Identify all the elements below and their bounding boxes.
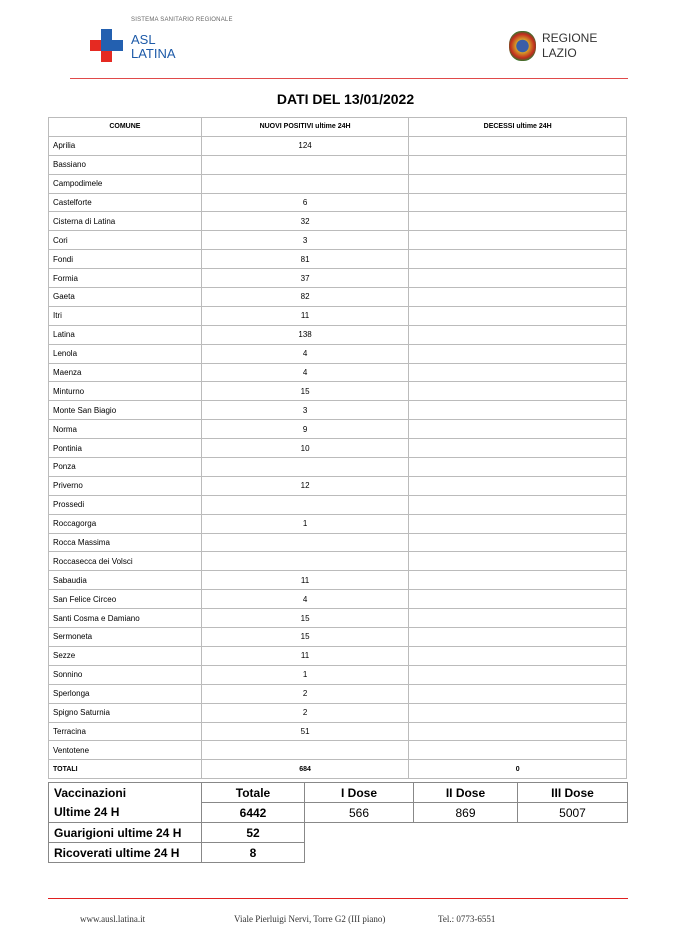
page-title: DATI DEL 13/01/2022 (276, 91, 415, 107)
ricoverati-value: 8 (202, 843, 305, 863)
table-row (49, 288, 627, 307)
positivi-cell: 1 (201, 514, 409, 533)
totals-row (49, 760, 627, 779)
decessi-cell (409, 136, 627, 155)
comune-cell: Sperlonga (49, 684, 202, 703)
comune-cell: San Felice Circeo (49, 590, 202, 609)
comune-cell: Maenza (49, 363, 202, 382)
decessi-cell (409, 344, 627, 363)
column-header: NUOVI POSITIVI ultime 24H (201, 118, 409, 137)
table-row (49, 325, 627, 344)
comune-cell: Cisterna di Latina (49, 212, 202, 231)
footer-address: Viale Pierluigi Nervi, Torre G2 (III piano) (234, 914, 386, 924)
comune-cell: Campodimele (49, 174, 202, 193)
ricoverati-label: Ricoverati ultime 24 H (49, 843, 202, 863)
iii-dose-value: 5007 (518, 803, 628, 823)
positivi-cell: 11 (201, 646, 409, 665)
positivi-cell: 11 (201, 571, 409, 590)
table-row (49, 439, 627, 458)
decessi-cell (409, 269, 627, 288)
decessi-cell (409, 609, 627, 628)
comuni-table (48, 117, 627, 779)
decessi-cell (409, 174, 627, 193)
column-header: DECESSI ultime 24H (409, 118, 627, 137)
table-row (49, 552, 627, 571)
comune-cell: Bassiano (49, 155, 202, 174)
positivi-cell: 15 (201, 382, 409, 401)
table-row (49, 458, 627, 477)
table-row (49, 590, 627, 609)
comune-cell: Ponza (49, 458, 202, 477)
comune-cell: Rocca Massima (49, 533, 202, 552)
positivi-cell (201, 495, 409, 514)
footer-tel: Tel.: 0773-6551 (438, 914, 496, 924)
comune-cell: Pontinia (49, 439, 202, 458)
comune-cell: Latina (49, 325, 202, 344)
guarigioni-value: 52 (202, 823, 305, 843)
table-row (49, 476, 627, 495)
decessi-cell (409, 476, 627, 495)
decessi-cell (409, 325, 627, 344)
positivi-cell: 6 (201, 193, 409, 212)
decessi-cell (409, 628, 627, 647)
header-totale: Totale (202, 783, 305, 803)
decessi-cell (409, 382, 627, 401)
table-row (49, 363, 627, 382)
positivi-cell: 10 (201, 439, 409, 458)
table-row (49, 420, 627, 439)
table-row (49, 628, 627, 647)
positivi-cell: 37 (201, 269, 409, 288)
table-row (49, 533, 627, 552)
table-row (49, 212, 627, 231)
comune-cell: Roccagorga (49, 514, 202, 533)
table-row (49, 344, 627, 363)
positivi-cell (201, 155, 409, 174)
comune-cell: Terracina (49, 722, 202, 741)
comune-cell: Castelforte (49, 193, 202, 212)
asl-logo-text: ASL LATINA (131, 32, 176, 61)
totals-cell: 684 (201, 760, 409, 779)
totals-cell: 0 (409, 760, 627, 779)
table-row (49, 646, 627, 665)
table-row (49, 722, 627, 741)
comune-cell: Fondi (49, 250, 202, 269)
table-row (49, 193, 627, 212)
decessi-cell (409, 288, 627, 307)
vax-label2: Ultime 24 H (49, 803, 202, 823)
table-row (49, 231, 627, 250)
positivi-cell: 3 (201, 401, 409, 420)
i-dose-value: 566 (305, 803, 414, 823)
decessi-cell (409, 420, 627, 439)
column-header: COMUNE (49, 118, 202, 137)
comune-cell: Roccasecca dei Volsci (49, 552, 202, 571)
decessi-cell (409, 458, 627, 477)
comune-cell: Cori (49, 231, 202, 250)
vaccinazioni-table (48, 782, 628, 863)
positivi-cell: 4 (201, 590, 409, 609)
positivi-cell: 15 (201, 628, 409, 647)
positivi-cell: 4 (201, 363, 409, 382)
positivi-cell: 3 (201, 231, 409, 250)
header-iii-dose: III Dose (518, 783, 628, 803)
decessi-cell (409, 212, 627, 231)
decessi-cell (409, 193, 627, 212)
comune-cell: Spigno Saturnia (49, 703, 202, 722)
table-row (49, 741, 627, 760)
positivi-cell: 11 (201, 306, 409, 325)
header-divider (70, 78, 628, 79)
header-i-dose: I Dose (305, 783, 414, 803)
positivi-cell: 2 (201, 703, 409, 722)
positivi-cell: 32 (201, 212, 409, 231)
header-ii-dose: II Dose (414, 783, 518, 803)
table-row (49, 269, 627, 288)
table-row (49, 155, 627, 174)
decessi-cell (409, 514, 627, 533)
decessi-cell (409, 363, 627, 382)
positivi-cell: 1 (201, 665, 409, 684)
ii-dose-value: 869 (414, 803, 518, 823)
regione-logo-text: REGIONE LAZIO (542, 31, 598, 60)
table-row (49, 514, 627, 533)
decessi-cell (409, 306, 627, 325)
table-row (49, 495, 627, 514)
table-row (49, 609, 627, 628)
table-row (49, 306, 627, 325)
footer-website[interactable]: www.ausl.latina.it (80, 914, 146, 924)
comune-cell: Sabaudia (49, 571, 202, 590)
footer-divider (48, 898, 628, 899)
comune-cell: Priverno (49, 476, 202, 495)
comune-cell: Lenola (49, 344, 202, 363)
decessi-cell (409, 401, 627, 420)
decessi-cell (409, 590, 627, 609)
decessi-cell (409, 665, 627, 684)
decessi-cell (409, 646, 627, 665)
table-row (49, 571, 627, 590)
decessi-cell (409, 495, 627, 514)
decessi-cell (409, 571, 627, 590)
decessi-cell (409, 155, 627, 174)
decessi-cell (409, 439, 627, 458)
comune-cell: Sermoneta (49, 628, 202, 647)
decessi-cell (409, 250, 627, 269)
positivi-cell: 81 (201, 250, 409, 269)
decessi-cell (409, 552, 627, 571)
positivi-cell: 2 (201, 684, 409, 703)
positivi-cell: 15 (201, 609, 409, 628)
comune-cell: Itri (49, 306, 202, 325)
comune-cell: Monte San Biagio (49, 401, 202, 420)
decessi-cell (409, 703, 627, 722)
guarigioni-label: Guarigioni ultime 24 H (49, 823, 202, 843)
positivi-cell (201, 552, 409, 571)
decessi-cell (409, 722, 627, 741)
comune-cell: Sonnino (49, 665, 202, 684)
decessi-cell (409, 741, 627, 760)
comune-cell: Santi Cosma e Damiano (49, 609, 202, 628)
table-row (49, 401, 627, 420)
positivi-cell (201, 458, 409, 477)
table-row (49, 665, 627, 684)
regione-emblem-icon (509, 31, 536, 61)
table-row (49, 250, 627, 269)
asl-logo-red2 (101, 51, 112, 62)
decessi-cell (409, 533, 627, 552)
asl-logo-red (90, 40, 101, 51)
table-row (49, 136, 627, 155)
comune-cell: Norma (49, 420, 202, 439)
totals-cell: TOTALI (49, 760, 202, 779)
table-row (49, 174, 627, 193)
positivi-cell: 12 (201, 476, 409, 495)
positivi-cell (201, 741, 409, 760)
positivi-cell: 51 (201, 722, 409, 741)
table-row (49, 382, 627, 401)
positivi-cell: 9 (201, 420, 409, 439)
positivi-cell (201, 533, 409, 552)
table-row (49, 684, 627, 703)
positivi-cell: 82 (201, 288, 409, 307)
comune-cell: Minturno (49, 382, 202, 401)
positivi-cell (201, 174, 409, 193)
comune-cell: Aprilia (49, 136, 202, 155)
comune-cell: Gaeta (49, 288, 202, 307)
comune-cell: Formia (49, 269, 202, 288)
positivi-cell: 138 (201, 325, 409, 344)
positivi-cell: 4 (201, 344, 409, 363)
comune-cell: Ventotene (49, 741, 202, 760)
system-label: SISTEMA SANITARIO REGIONALE (131, 17, 233, 23)
comune-cell: Sezze (49, 646, 202, 665)
positivi-cell: 124 (201, 136, 409, 155)
vax-label: Vaccinazioni (49, 783, 202, 803)
decessi-cell (409, 684, 627, 703)
decessi-cell (409, 231, 627, 250)
comune-cell: Prossedi (49, 495, 202, 514)
table-row (49, 703, 627, 722)
totale-value: 6442 (202, 803, 305, 823)
